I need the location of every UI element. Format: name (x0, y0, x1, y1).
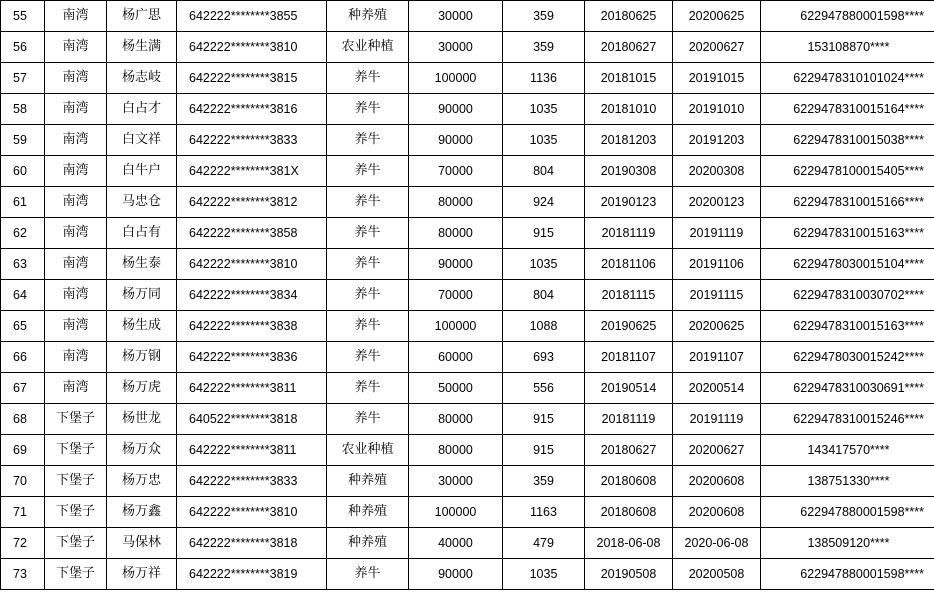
row-number[interactable]: 61 (1, 187, 45, 218)
interest-cell[interactable]: 1088 (503, 311, 585, 342)
table-row (1, 528, 934, 559)
card-number-cell[interactable]: 6229478310101024**** (761, 63, 934, 94)
project-cell[interactable]: 农业种植 (327, 32, 409, 63)
id-number-cell[interactable]: 642222********3810 (177, 497, 327, 528)
interest-cell[interactable]: 693 (503, 342, 585, 373)
village-cell[interactable]: 下堡子 (45, 404, 107, 435)
name-cell[interactable]: 杨万忠 (107, 466, 177, 497)
village-cell[interactable]: 南湾 (45, 280, 107, 311)
card-number-cell[interactable]: 6229478310015163**** (761, 311, 934, 342)
card-number-cell[interactable]: 153108870**** (761, 32, 934, 63)
loan-amount-cell[interactable]: 30000 (409, 1, 503, 32)
interest-cell[interactable]: 359 (503, 466, 585, 497)
name-cell[interactable]: 白文祥 (107, 125, 177, 156)
start-date-cell[interactable]: 20181119 (585, 404, 673, 435)
id-number-cell[interactable]: 642222********381X (177, 156, 327, 187)
card-number-cell[interactable]: 622947880001598**** (761, 497, 934, 528)
project-cell[interactable]: 养牛 (327, 373, 409, 404)
end-date-cell[interactable]: 20200625 (673, 1, 761, 32)
project-cell[interactable]: 养牛 (327, 280, 409, 311)
card-number-cell[interactable]: 6229478310015163**** (761, 218, 934, 249)
row-number[interactable]: 63 (1, 249, 45, 280)
row-number[interactable]: 65 (1, 311, 45, 342)
interest-cell[interactable]: 359 (503, 32, 585, 63)
village-cell[interactable]: 南湾 (45, 125, 107, 156)
row-number[interactable]: 68 (1, 404, 45, 435)
name-cell[interactable]: 马忠仓 (107, 187, 177, 218)
project-cell[interactable]: 种养殖 (327, 528, 409, 559)
start-date-cell[interactable]: 20181106 (585, 249, 673, 280)
loan-amount-cell[interactable]: 100000 (409, 63, 503, 94)
end-date-cell[interactable]: 20200627 (673, 32, 761, 63)
start-date-cell[interactable]: 20181107 (585, 342, 673, 373)
row-number[interactable]: 60 (1, 156, 45, 187)
project-cell[interactable]: 养牛 (327, 125, 409, 156)
row-number[interactable]: 59 (1, 125, 45, 156)
end-date-cell[interactable]: 20200608 (673, 466, 761, 497)
table-row (1, 435, 934, 466)
row-number[interactable]: 66 (1, 342, 45, 373)
loan-amount-cell[interactable]: 40000 (409, 528, 503, 559)
start-date-cell[interactable]: 20190508 (585, 559, 673, 590)
loan-amount-cell[interactable]: 80000 (409, 218, 503, 249)
card-number-cell[interactable]: 6229478100015405**** (761, 156, 934, 187)
row-number[interactable]: 72 (1, 528, 45, 559)
loan-amount-cell[interactable]: 80000 (409, 404, 503, 435)
village-cell[interactable]: 南湾 (45, 32, 107, 63)
table-row (1, 342, 934, 373)
start-date-cell[interactable]: 20180625 (585, 1, 673, 32)
village-cell[interactable]: 南湾 (45, 187, 107, 218)
loan-amount-cell[interactable]: 90000 (409, 94, 503, 125)
interest-cell[interactable]: 915 (503, 435, 585, 466)
project-cell[interactable]: 养牛 (327, 218, 409, 249)
loan-amount-cell[interactable]: 90000 (409, 125, 503, 156)
name-cell[interactable]: 杨广思 (107, 1, 177, 32)
project-cell[interactable]: 种养殖 (327, 1, 409, 32)
id-number-cell[interactable]: 642222********3810 (177, 249, 327, 280)
card-number-cell[interactable]: 138751330**** (761, 466, 934, 497)
village-cell[interactable]: 下堡子 (45, 466, 107, 497)
card-number-cell[interactable]: 6229478310030691**** (761, 373, 934, 404)
end-date-cell[interactable]: 20191115 (673, 280, 761, 311)
end-date-cell[interactable]: 20200627 (673, 435, 761, 466)
table-row (1, 63, 934, 94)
loan-amount-cell[interactable]: 30000 (409, 32, 503, 63)
interest-cell[interactable]: 479 (503, 528, 585, 559)
table-row (1, 32, 934, 63)
name-cell[interactable]: 杨世龙 (107, 404, 177, 435)
start-date-cell[interactable]: 20190123 (585, 187, 673, 218)
interest-cell[interactable]: 1035 (503, 94, 585, 125)
start-date-cell[interactable]: 20190308 (585, 156, 673, 187)
table-row (1, 404, 934, 435)
row-number[interactable]: 55 (1, 1, 45, 32)
interest-cell[interactable]: 1035 (503, 559, 585, 590)
start-date-cell[interactable]: 20190514 (585, 373, 673, 404)
interest-cell[interactable]: 915 (503, 404, 585, 435)
row-number[interactable]: 67 (1, 373, 45, 404)
name-cell[interactable]: 杨志岐 (107, 63, 177, 94)
end-date-cell[interactable]: 20200123 (673, 187, 761, 218)
village-cell[interactable]: 南湾 (45, 1, 107, 32)
name-cell[interactable]: 杨万钢 (107, 342, 177, 373)
interest-cell[interactable]: 1035 (503, 125, 585, 156)
id-number-cell[interactable]: 642222********3858 (177, 218, 327, 249)
id-number-cell[interactable]: 642222********3838 (177, 311, 327, 342)
id-number-cell[interactable]: 642222********3819 (177, 559, 327, 590)
row-number[interactable]: 58 (1, 94, 45, 125)
id-number-cell[interactable]: 642222********3810 (177, 32, 327, 63)
name-cell[interactable]: 杨万同 (107, 280, 177, 311)
village-cell[interactable]: 南湾 (45, 311, 107, 342)
interest-cell[interactable]: 1136 (503, 63, 585, 94)
village-cell[interactable]: 南湾 (45, 342, 107, 373)
row-number[interactable]: 64 (1, 280, 45, 311)
project-cell[interactable]: 农业种植 (327, 435, 409, 466)
row-number[interactable]: 69 (1, 435, 45, 466)
table-row (1, 125, 934, 156)
id-number-cell[interactable]: 642222********3815 (177, 63, 327, 94)
id-number-cell[interactable]: 642222********3836 (177, 342, 327, 373)
project-cell[interactable]: 养牛 (327, 559, 409, 590)
table-row (1, 311, 934, 342)
table-row (1, 497, 934, 528)
end-date-cell[interactable]: 20191010 (673, 94, 761, 125)
name-cell[interactable]: 马保林 (107, 528, 177, 559)
row-number[interactable]: 71 (1, 497, 45, 528)
end-date-cell[interactable]: 20191107 (673, 342, 761, 373)
card-number-cell[interactable]: 6229478030015104**** (761, 249, 934, 280)
loan-amount-cell[interactable]: 60000 (409, 342, 503, 373)
card-number-cell[interactable]: 6229478310015164**** (761, 94, 934, 125)
id-number-cell[interactable]: 642222********3833 (177, 466, 327, 497)
name-cell[interactable]: 杨万虎 (107, 373, 177, 404)
start-date-cell[interactable]: 20181119 (585, 218, 673, 249)
card-number-cell[interactable]: 622947880001598**** (761, 1, 934, 32)
table-row (1, 466, 934, 497)
end-date-cell[interactable]: 20191119 (673, 404, 761, 435)
village-cell[interactable]: 下堡子 (45, 528, 107, 559)
name-cell[interactable]: 白占才 (107, 94, 177, 125)
end-date-cell[interactable]: 20200625 (673, 311, 761, 342)
start-date-cell[interactable]: 20181115 (585, 280, 673, 311)
card-number-cell[interactable]: 143417570**** (761, 435, 934, 466)
id-number-cell[interactable]: 642222********3812 (177, 187, 327, 218)
village-cell[interactable]: 南湾 (45, 218, 107, 249)
loan-amount-cell[interactable]: 90000 (409, 559, 503, 590)
end-date-cell[interactable]: 20200608 (673, 497, 761, 528)
village-cell[interactable]: 南湾 (45, 249, 107, 280)
start-date-cell[interactable]: 20181203 (585, 125, 673, 156)
interest-cell[interactable]: 915 (503, 218, 585, 249)
end-date-cell[interactable]: 20191119 (673, 218, 761, 249)
interest-cell[interactable]: 804 (503, 280, 585, 311)
loan-amount-cell[interactable]: 70000 (409, 280, 503, 311)
start-date-cell[interactable]: 20181010 (585, 94, 673, 125)
id-number-cell[interactable]: 642222********3818 (177, 528, 327, 559)
village-cell[interactable]: 下堡子 (45, 559, 107, 590)
project-cell[interactable]: 养牛 (327, 342, 409, 373)
id-number-cell[interactable]: 642222********3811 (177, 435, 327, 466)
card-number-cell[interactable]: 6229478310015166**** (761, 187, 934, 218)
interest-cell[interactable]: 1035 (503, 249, 585, 280)
end-date-cell[interactable]: 20200508 (673, 559, 761, 590)
row-number[interactable]: 62 (1, 218, 45, 249)
end-date-cell[interactable]: 20191203 (673, 125, 761, 156)
loan-amount-cell[interactable]: 80000 (409, 187, 503, 218)
start-date-cell[interactable]: 20181015 (585, 63, 673, 94)
project-cell[interactable]: 养牛 (327, 94, 409, 125)
start-date-cell[interactable]: 2018-06-08 (585, 528, 673, 559)
start-date-cell[interactable]: 20180608 (585, 497, 673, 528)
table-row (1, 156, 934, 187)
project-cell[interactable]: 养牛 (327, 156, 409, 187)
name-cell[interactable]: 杨生满 (107, 32, 177, 63)
loan-amount-cell[interactable]: 80000 (409, 435, 503, 466)
start-date-cell[interactable]: 20180627 (585, 32, 673, 63)
table-row (1, 249, 934, 280)
name-cell[interactable]: 杨万祥 (107, 559, 177, 590)
name-cell[interactable]: 杨万鑫 (107, 497, 177, 528)
village-cell[interactable]: 下堡子 (45, 435, 107, 466)
end-date-cell[interactable]: 20191106 (673, 249, 761, 280)
project-cell[interactable]: 养牛 (327, 63, 409, 94)
loan-amount-cell[interactable]: 100000 (409, 497, 503, 528)
id-number-cell[interactable]: 642222********3855 (177, 1, 327, 32)
card-number-cell[interactable]: 622947880001598**** (761, 559, 934, 590)
interest-cell[interactable]: 556 (503, 373, 585, 404)
interest-cell[interactable]: 359 (503, 1, 585, 32)
table-row (1, 94, 934, 125)
name-cell[interactable]: 杨生成 (107, 311, 177, 342)
table-row (1, 559, 934, 590)
loan-table-body (1, 1, 934, 590)
interest-cell[interactable]: 1163 (503, 497, 585, 528)
end-date-cell[interactable]: 20200308 (673, 156, 761, 187)
name-cell[interactable]: 杨生泰 (107, 249, 177, 280)
project-cell[interactable]: 种养殖 (327, 466, 409, 497)
end-date-cell[interactable]: 20200514 (673, 373, 761, 404)
end-date-cell[interactable]: 20191015 (673, 63, 761, 94)
table-row (1, 373, 934, 404)
project-cell[interactable]: 种养殖 (327, 497, 409, 528)
project-cell[interactable]: 养牛 (327, 187, 409, 218)
id-number-cell[interactable]: 642222********3834 (177, 280, 327, 311)
card-number-cell[interactable]: 6229478310030702**** (761, 280, 934, 311)
table-row (1, 187, 934, 218)
village-cell[interactable]: 下堡子 (45, 497, 107, 528)
card-number-cell[interactable]: 138509120**** (761, 528, 934, 559)
project-cell[interactable]: 养牛 (327, 249, 409, 280)
village-cell[interactable]: 南湾 (45, 156, 107, 187)
loan-amount-cell[interactable]: 50000 (409, 373, 503, 404)
village-cell[interactable]: 南湾 (45, 63, 107, 94)
loan-amount-cell[interactable]: 70000 (409, 156, 503, 187)
id-number-cell[interactable]: 642222********3816 (177, 94, 327, 125)
name-cell[interactable]: 杨万众 (107, 435, 177, 466)
row-number[interactable]: 70 (1, 466, 45, 497)
card-number-cell[interactable]: 6229478030015242**** (761, 342, 934, 373)
loan-amount-cell[interactable]: 90000 (409, 249, 503, 280)
card-number-cell[interactable]: 6229478310015038**** (761, 125, 934, 156)
start-date-cell[interactable]: 20180627 (585, 435, 673, 466)
interest-cell[interactable]: 924 (503, 187, 585, 218)
card-number-cell[interactable]: 6229478310015246**** (761, 404, 934, 435)
project-cell[interactable]: 养牛 (327, 404, 409, 435)
village-cell[interactable]: 南湾 (45, 94, 107, 125)
row-number[interactable]: 56 (1, 32, 45, 63)
name-cell[interactable]: 白牛户 (107, 156, 177, 187)
name-cell[interactable]: 白占有 (107, 218, 177, 249)
loan-amount-cell[interactable]: 30000 (409, 466, 503, 497)
interest-cell[interactable]: 804 (503, 156, 585, 187)
id-number-cell[interactable]: 642222********3833 (177, 125, 327, 156)
start-date-cell[interactable]: 20190625 (585, 311, 673, 342)
end-date-cell[interactable]: 2020-06-08 (673, 528, 761, 559)
id-number-cell[interactable]: 640522********3818 (177, 404, 327, 435)
loan-amount-cell[interactable]: 100000 (409, 311, 503, 342)
village-cell[interactable]: 南湾 (45, 373, 107, 404)
row-number[interactable]: 57 (1, 63, 45, 94)
table-row (1, 218, 934, 249)
row-number[interactable]: 73 (1, 559, 45, 590)
id-number-cell[interactable]: 642222********3811 (177, 373, 327, 404)
start-date-cell[interactable]: 20180608 (585, 466, 673, 497)
table-row (1, 280, 934, 311)
project-cell[interactable]: 养牛 (327, 311, 409, 342)
table-row (1, 1, 934, 32)
